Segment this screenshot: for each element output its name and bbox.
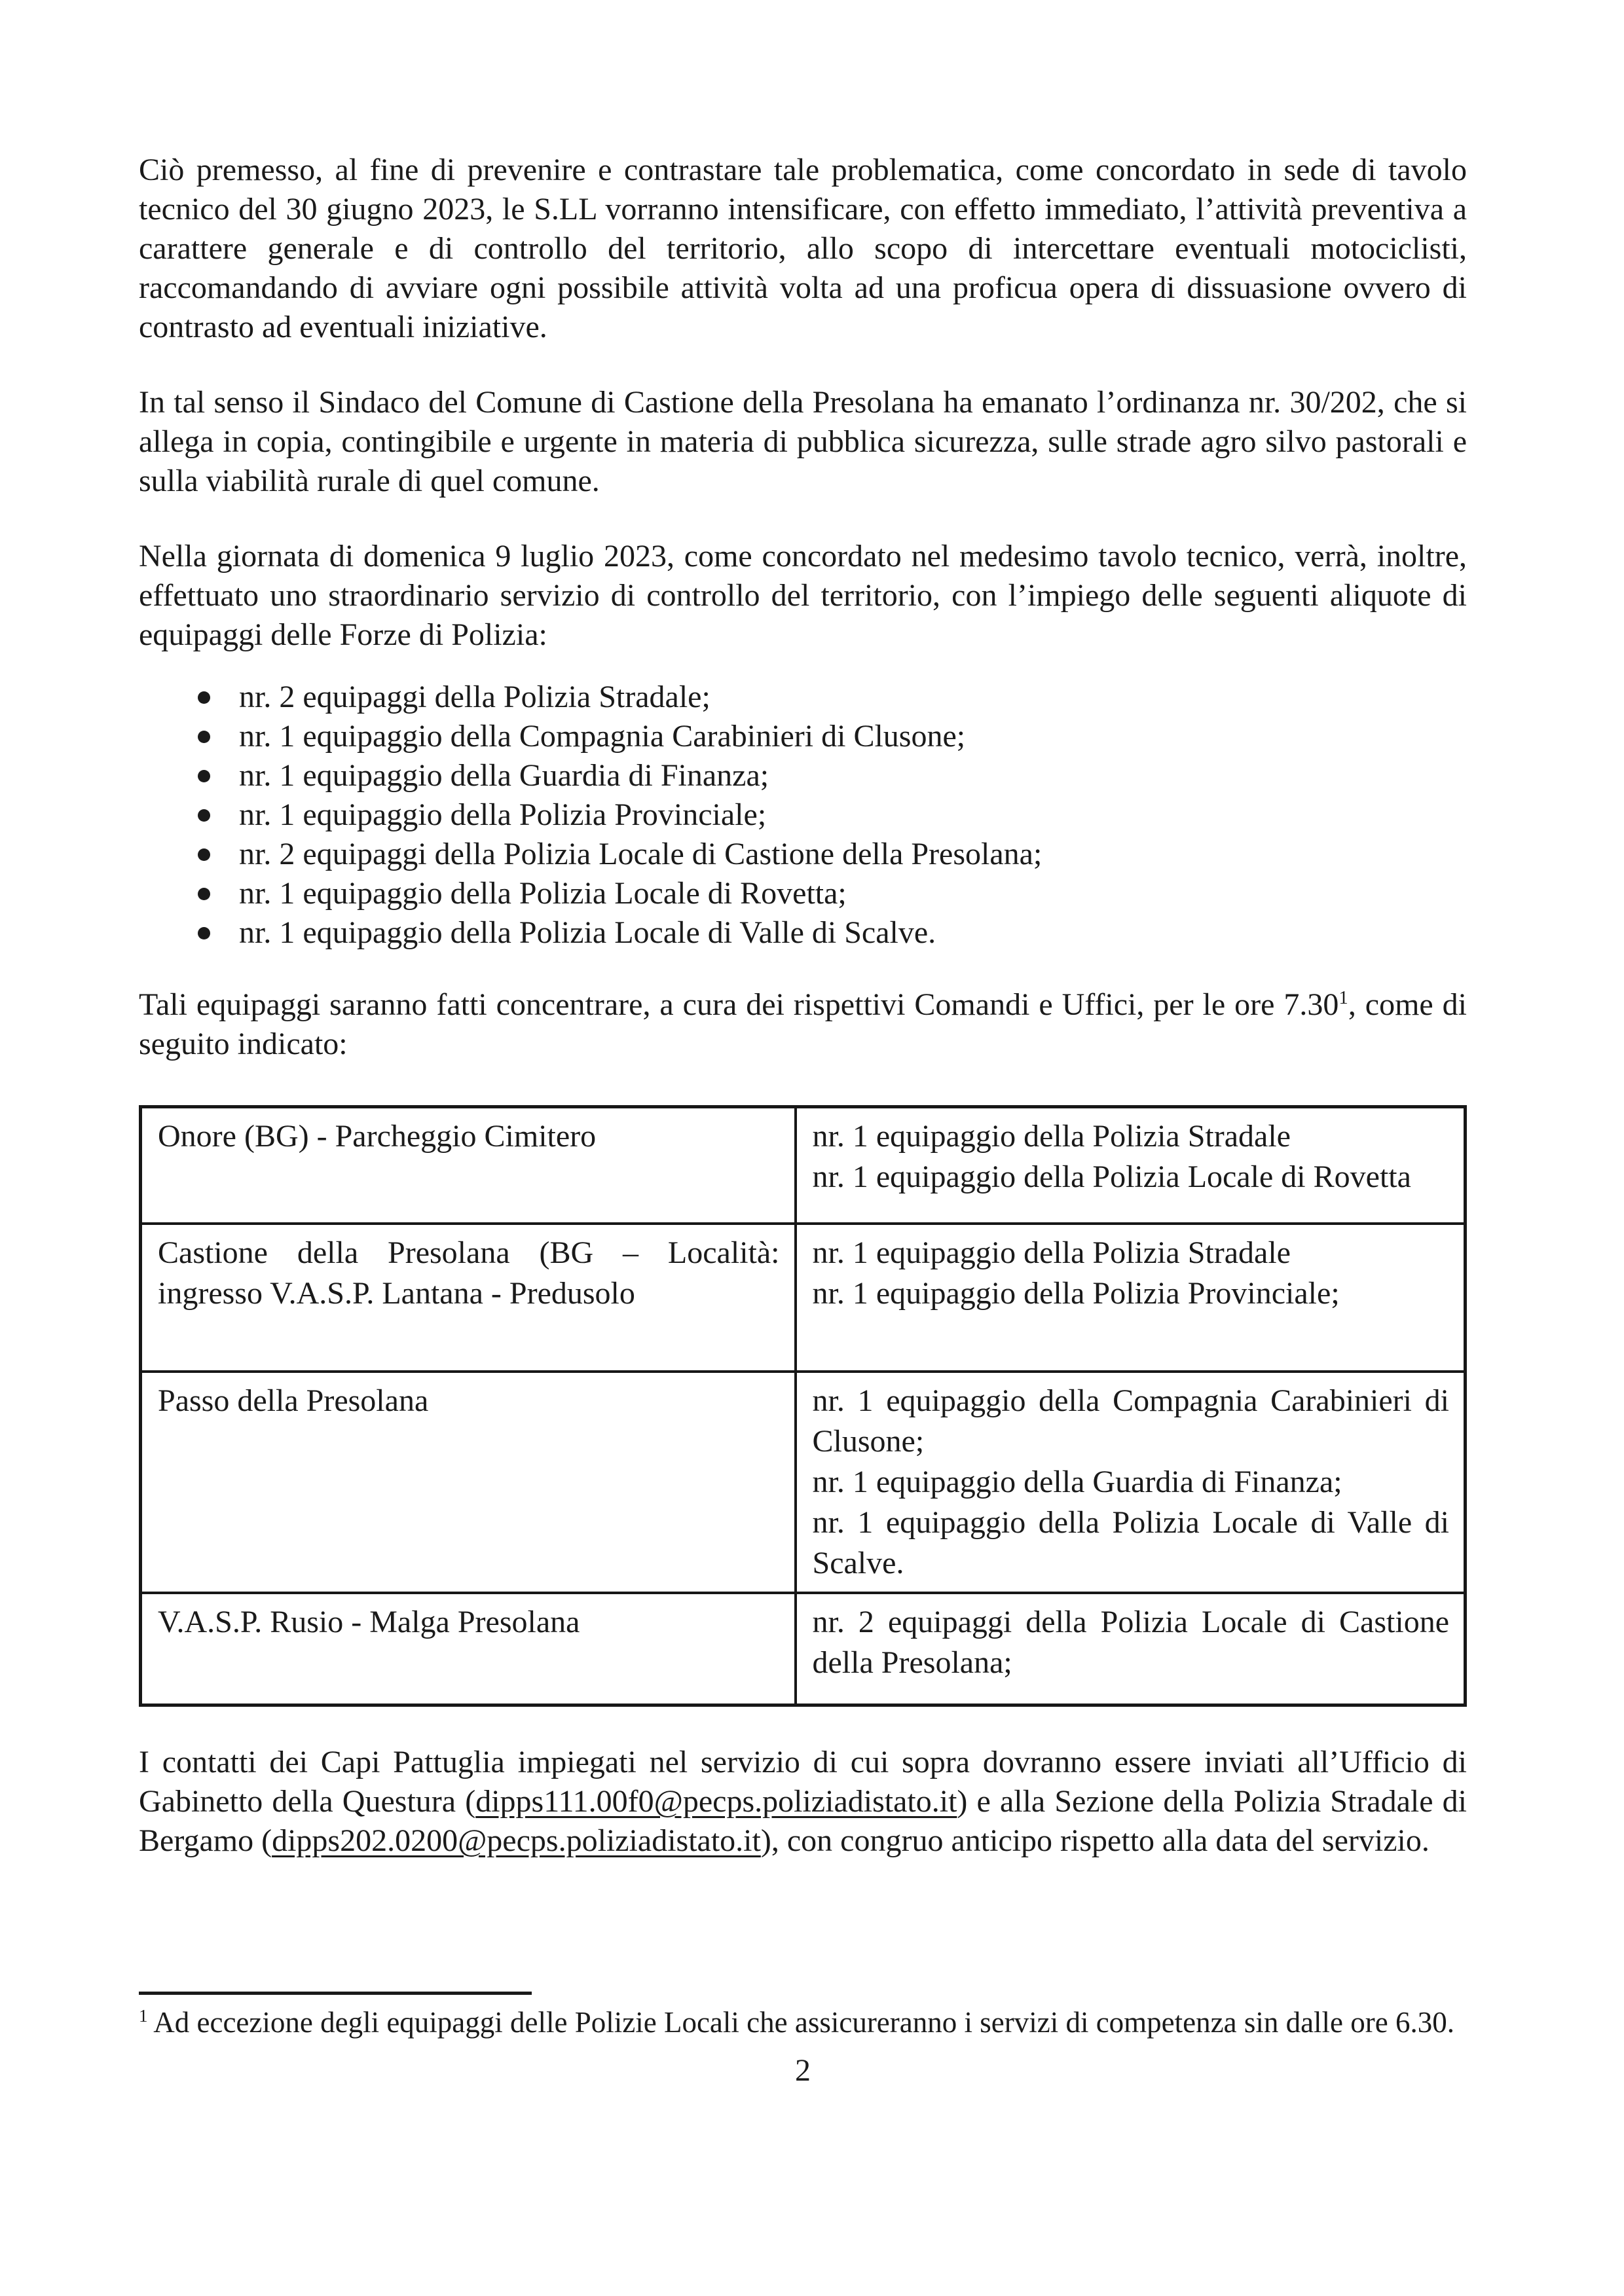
bullet-icon [198,888,210,900]
units-cell [796,1107,1466,1224]
paragraph-premise: Ciò premesso, al fine di prevenire e contrastare tale problematica, come concordato in sede di tavolo tecnico del 30 giugno 2023, le S.LL vorranno intensificare, con effetto immediato, l’attività preventiva a carattere generale e di controllo del territorio, allo scopo di intercettare eventuali motociclisti, raccomandando di avviare ogni possibile attività volta ad una proficua opera di dissuasione ovvero di contrasto ad eventuali iniziative. [139,153,1467,344]
unit-line: nr. 1 equipaggio della Polizia Provinciale; [812,1275,1340,1311]
bullet-icon [198,927,210,939]
list-item-text: nr. 1 equipaggio della Polizia Locale di Valle di Scalve. [239,915,936,950]
bullet-icon [198,770,210,782]
list-item [139,913,1467,953]
table-row [141,1593,1466,1705]
patrol-table [139,1105,1467,1707]
bullet-icon [198,809,210,822]
text-segment: I contatti dei Capi Pattuglia impiegati nel servizio di cui sopra dovranno essere inviati all’Ufficio di Gabinetto della Questura ( [139,1745,1467,1819]
patrol-units-list [139,678,1467,953]
text-segment: ), con congruo anticipo rispetto alla data del servizio. [760,1823,1430,1858]
location-cell: Castione della Presolana (BG – Località: ingresso V.A.S.P. Lantana - Predusolo [141,1224,796,1372]
unit-line: nr. 1 equipaggio della Guardia di Finanza; [812,1464,1342,1499]
footnote-ref: 1 [1338,987,1348,1008]
list-item [139,717,1467,756]
list-item-text: nr. 1 equipaggio della Polizia Locale di Rovetta; [239,876,847,911]
location-cell: Passo della Presolana [141,1372,796,1593]
table-row [141,1224,1466,1372]
page-number: 2 [795,2053,811,2088]
unit-line: nr. 1 equipaggio della Polizia Stradale [812,1235,1291,1270]
paragraph-concentration [139,985,1467,1064]
paragraph-ordinance: In tal senso il Sindaco del Comune di Castione della Presolana ha emanato l’ordinanza nr. 30/202, che si allega in copia, contingibile e urgente in materia di pubblica sicurezza, sulle strade agro silvo pastorali e sulla viabilità rurale di quel comune. [139,385,1467,498]
list-item [139,678,1467,717]
email-questura: dipps111.00f0@pecps.poliziadistato.it [475,1784,957,1819]
location-cell: Onore (BG) - Parcheggio Cimitero [141,1107,796,1224]
units-cell [796,1593,1466,1705]
bullet-icon [198,691,210,704]
units-cell [796,1224,1466,1372]
unit-line: nr. 2 equipaggi della Polizia Locale di Castione della Presolana; [812,1604,1449,1680]
bullet-icon [198,848,210,861]
list-item-text: nr. 1 equipaggio della Polizia Provinciale; [239,797,767,832]
list-item [139,874,1467,913]
table-row [141,1107,1466,1224]
unit-line: nr. 1 equipaggio della Polizia Stradale [812,1119,1291,1154]
unit-line: nr. 1 equipaggio della Compagnia Carabinieri di Clusone; [812,1383,1449,1459]
table-row [141,1372,1466,1593]
unit-line: nr. 1 equipaggio della Polizia Locale di Valle di Scalve. [812,1504,1449,1580]
email-polstrada: dipps202.0200@pecps.poliziadistato.it [272,1823,761,1858]
list-item-text: nr. 1 equipaggio della Guardia di Finanza; [239,758,769,793]
unit-line: nr. 1 equipaggio della Polizia Locale di Rovetta [812,1159,1411,1194]
footnote-text: Ad eccezione degli equipaggi delle Polizie Locali che assicureranno i servizi di competenza sin dalle ore 6.30. [147,2006,1454,2039]
list-item [139,795,1467,835]
list-item [139,756,1467,795]
units-cell [796,1372,1466,1593]
text-segment: ) e alla Sezione della Polizia Stradale di Bergamo ( [139,1784,1467,1858]
paragraph-service: Nella giornata di domenica 9 luglio 2023, come concordato nel medesimo tavolo tecnico, verrà, inoltre, effettuato uno straordinario servizio di controllo del territorio, con l’impiego delle seguenti aliquote di equipaggi delle Forze di Polizia: [139,539,1467,652]
list-item [139,835,1467,874]
text-segment: , come di seguito indicato: [139,987,1467,1061]
list-item-text: nr. 2 equipaggi della Polizia Stradale; [239,680,710,714]
footnote-divider [139,1992,532,1995]
footnote-marker: 1 [139,2006,148,2026]
bullet-icon [198,731,210,743]
paragraph-contacts [139,1743,1467,1861]
list-item-text: nr. 1 equipaggio della Compagnia Carabinieri di Clusone; [239,719,966,754]
footnote [139,2004,1467,2041]
location-cell: V.A.S.P. Rusio - Malga Presolana [141,1593,796,1705]
list-item-text: nr. 2 equipaggi della Polizia Locale di Castione della Presolana; [239,837,1043,871]
text-segment: Tali equipaggi saranno fatti concentrare, a cura dei rispettivi Comandi e Uffici, per le ore 7.30 [139,987,1339,1022]
